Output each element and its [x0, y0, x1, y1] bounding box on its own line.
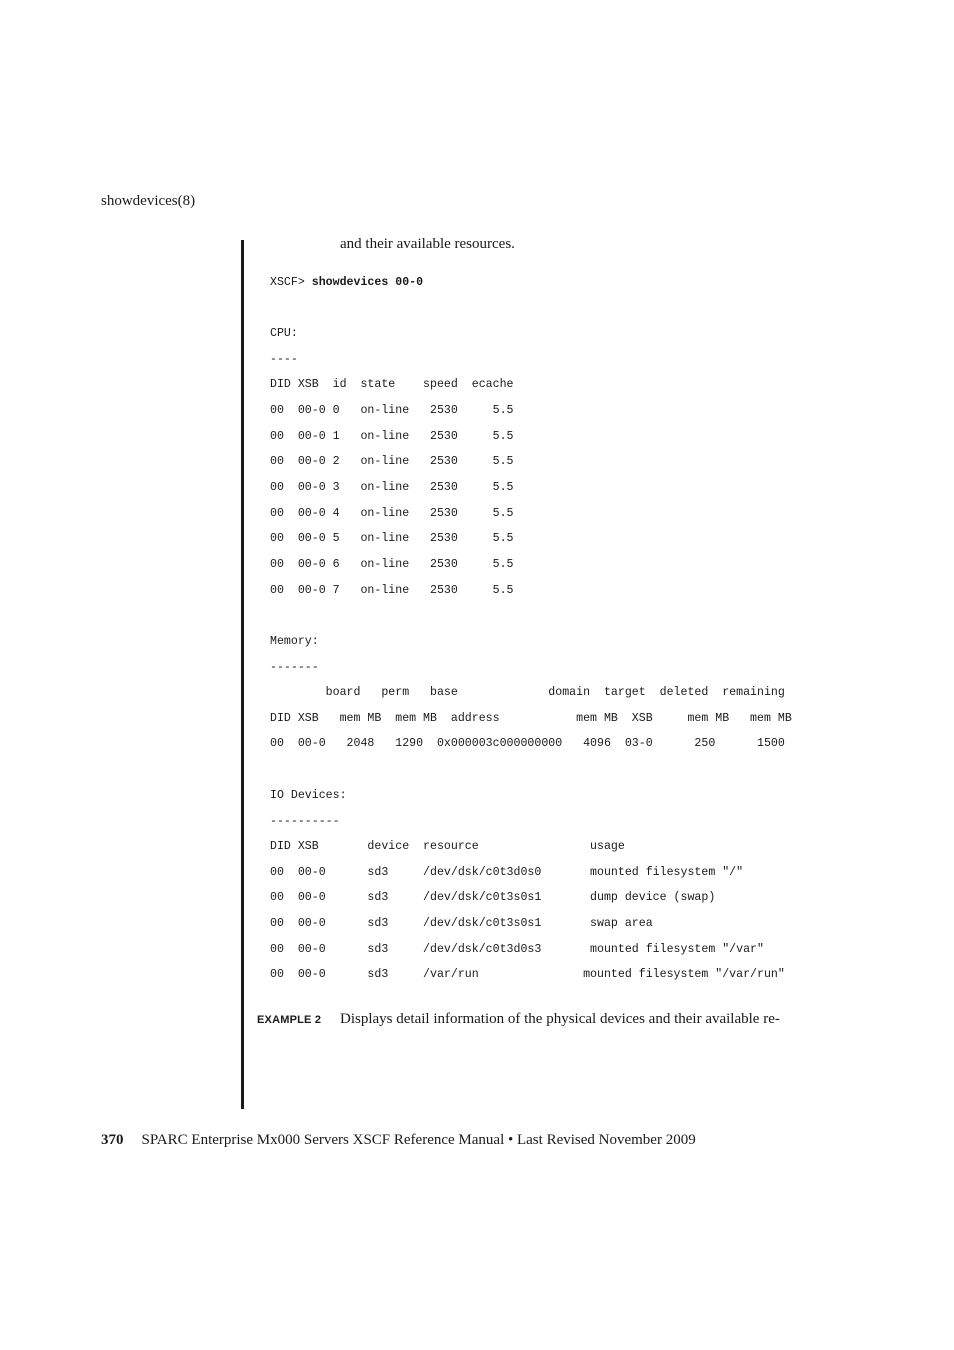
code-line: 00 00-0 sd3 /dev/dsk/c0t3d0s0 mounted filesystem "/" — [270, 866, 744, 879]
code-line: Memory: — [270, 635, 319, 648]
intro-text: and their available resources. — [340, 236, 515, 252]
code-line: ---- — [270, 353, 298, 366]
code-line: 00 00-0 0 on-line 2530 5.5 — [270, 404, 514, 417]
code-line: 00 00-0 sd3 /var/run mounted filesystem "/var/run" — [270, 968, 785, 981]
code-line: DID XSB device resource usage — [270, 840, 625, 853]
page-number: 370 — [101, 1132, 124, 1148]
code-line: 00 00-0 sd3 /dev/dsk/c0t3d0s3 mounted filesystem "/var" — [270, 943, 764, 956]
code-line: IO Devices: — [270, 789, 347, 802]
code-line: 00 00-0 sd3 /dev/dsk/c0t3s0s1 dump device (swap) — [270, 891, 716, 904]
example-text: Displays detail information of the physical devices and their available re- — [340, 1011, 780, 1027]
code-line: 00 00-0 sd3 /dev/dsk/c0t3s0s1 swap area — [270, 917, 653, 930]
running-head: showdevices(8) — [101, 193, 196, 209]
page-footer — [101, 1132, 696, 1149]
code-line: ---------- — [270, 815, 340, 828]
command-prompt: XSCF> — [270, 276, 312, 289]
code-line: 00 00-0 2 on-line 2530 5.5 — [270, 455, 514, 468]
code-line: 00 00-0 2048 1290 0x000003c000000000 4096 03-0 250 1500 — [270, 737, 785, 750]
code-line: DID XSB id state speed ecache — [270, 378, 514, 391]
command-text: showdevices 00-0 — [311, 276, 424, 289]
example-label: EXAMPLE 2 — [257, 1014, 322, 1026]
code-line: ------- — [270, 661, 319, 674]
code-line: 00 00-0 7 on-line 2530 5.5 — [270, 584, 514, 597]
code-line: 00 00-0 6 on-line 2530 5.5 — [270, 558, 514, 571]
code-line: 00 00-0 3 on-line 2530 5.5 — [270, 481, 514, 494]
code-line: DID XSB mem MB mem MB address mem MB XSB mem MB mem MB — [270, 712, 792, 725]
code-line: CPU: — [270, 327, 298, 340]
command-line — [270, 276, 423, 290]
code-line: board perm base domain target deleted remaining — [270, 686, 785, 699]
code-line: 00 00-0 1 on-line 2530 5.5 — [270, 430, 514, 443]
change-bar — [241, 240, 244, 1109]
code-line: 00 00-0 4 on-line 2530 5.5 — [270, 507, 514, 520]
code-line: 00 00-0 5 on-line 2530 5.5 — [270, 532, 514, 545]
footer-title: SPARC Enterprise Mx000 Servers XSCF Reference Manual • Last Revised November 2009 — [141, 1132, 696, 1148]
